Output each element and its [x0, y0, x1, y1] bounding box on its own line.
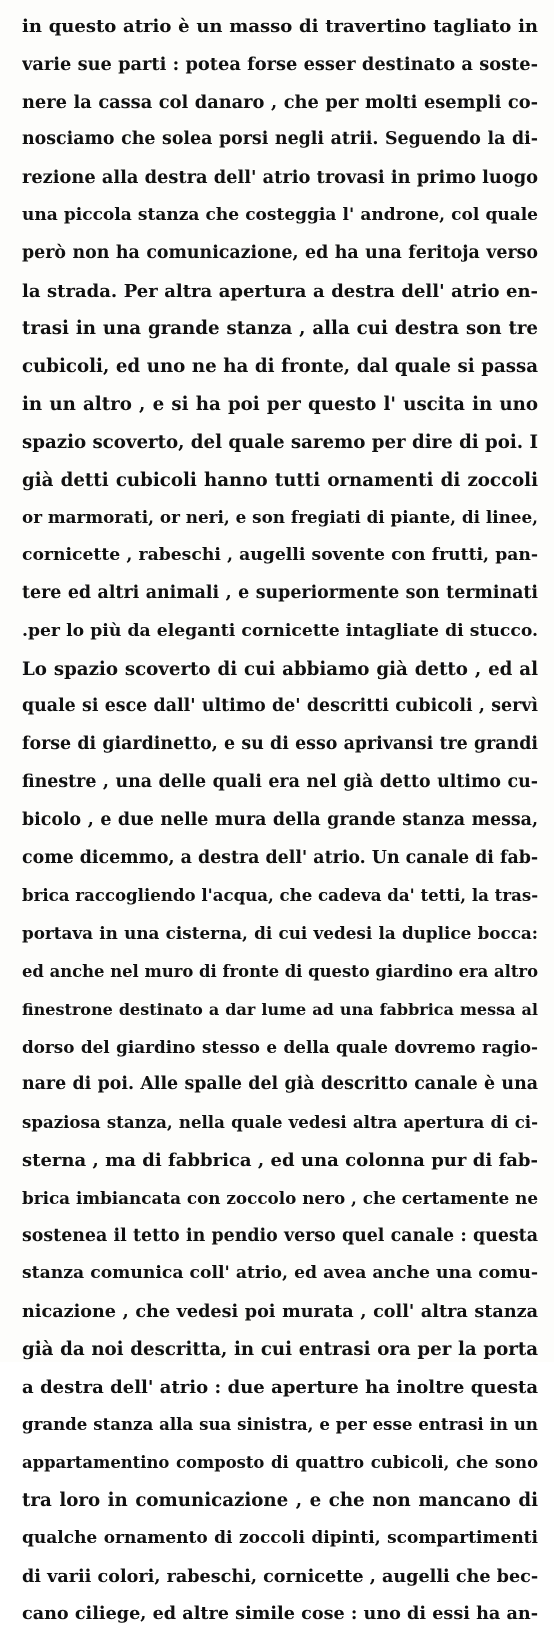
text-line: trasi in una grande stanza , alla cui destra son tre [22, 318, 538, 340]
text-line: la strada. Per altra apertura a destra dell' atrio en- [22, 280, 538, 302]
text-line: cubicoli, ed uno ne ha di fronte, dal quale si passa [22, 356, 538, 378]
text-line: nere la cassa col danaro , che per molti esempli co- [22, 91, 538, 113]
text-line: finestrone destinato a dar lume ad una fabbrica messa al [22, 999, 538, 1019]
text-line: cornicette , rabeschi , augelli sovente con frutti, pan- [22, 545, 538, 566]
text-line: dorso del giardino stesso e della quale dovremo ragio- [22, 1036, 538, 1057]
text-line: in questo atrio è un masso di travertino tagliato in [22, 16, 538, 37]
text-line: appartamentino composto di quattro cubicoli, che sono [22, 1453, 538, 1473]
text-line: spaziosa stanza, nella quale vedesi altra apertura di ci- [22, 1112, 538, 1133]
text-line: qualche ornamento di zoccoli dipinti, scompartimenti [22, 1527, 538, 1548]
text-line: stanza comunica coll' atrio, ed avea anche una comu- [22, 1263, 538, 1284]
text-line: sostenea il tetto in pendio verso quel canale : questa [22, 1225, 538, 1246]
text-line: una piccola stanza che costeggia l' androne, col quale [22, 204, 538, 225]
text-line: nicazione , che vedesi poi murata , coll' altra stanza [22, 1301, 538, 1323]
text-line: bicolo , e due nelle mura della grande stanza messa, [22, 809, 538, 830]
text-line: .per lo più da eleganti cornicette intagliate di stucco. [22, 620, 538, 641]
text-line: forse di giardinetto, e su di esso aprivansi tre grandi [22, 734, 538, 755]
text-line: ed anche nel muro di fronte di questo giardino era altro [22, 961, 538, 981]
text-line: in un altro , e si ha poi per questo l' uscita in uno [22, 393, 538, 415]
text-line: a destra dell' atrio : due aperture ha inoltre questa [22, 1376, 538, 1398]
text-line: come dicemmo, a destra dell' atrio. Un canale di fab- [22, 847, 538, 868]
text-line: finestre , una delle quali era nel già detto ultimo cu- [22, 771, 538, 792]
text-line: varie sue parti : potea forse esser destinato a soste- [22, 53, 538, 75]
text-line: già detti cubicoli hanno tutti ornamenti di zoccoli [22, 469, 538, 491]
text-line: nare di poi. Alle spalle del già descritto canale è una [22, 1074, 538, 1095]
text-line: però non ha comunicazione, ed ha una feritoja verso [22, 242, 538, 263]
text-line: rezione alla destra dell' atrio trovasi in primo luogo [22, 167, 538, 189]
text-line: brica raccogliendo l'acqua, che cadeva da' tetti, la tras- [22, 885, 538, 906]
text-line: già da noi descritta, in cui entrasi ora per la porta [22, 1338, 538, 1360]
text-line: portava in una cisterna, di cui vedesi la duplice bocca: [22, 923, 538, 944]
text-line: Lo spazio scoverto di cui abbiamo già detto , ed al [22, 658, 538, 680]
text-line: cano ciliege, ed altre simile cose : uno di essi ha an- [22, 1603, 538, 1625]
text-line: grande stanza alla sua sinistra, e per esse entrasi in un [22, 1414, 538, 1435]
text-line: tra loro in comunicazione , e che non mancano di [22, 1490, 538, 1512]
text-line: spazio scoverto, del quale saremo per dire di poi. I [22, 431, 538, 453]
text-line: tere ed altri animali , e superiormente son terminati [22, 582, 538, 603]
text-line: or marmorati, or neri, e son fregiati di piante, di linee, [22, 507, 538, 528]
text-line: quale si esce dall' ultimo de' descritti cubicoli , servì [22, 696, 538, 717]
body-text [22, 8, 538, 1633]
text-line: brica imbiancata con zoccolo nero , che certamente ne [22, 1187, 538, 1208]
text-line: di varii colori, rabeschi, cornicette , augelli che bec- [22, 1565, 538, 1587]
text-line: nosciamo che solea porsi negli atrii. Seguendo la di- [22, 129, 538, 150]
text-line: sterna , ma di fabbrica , ed una colonna pur di fab- [22, 1149, 538, 1171]
